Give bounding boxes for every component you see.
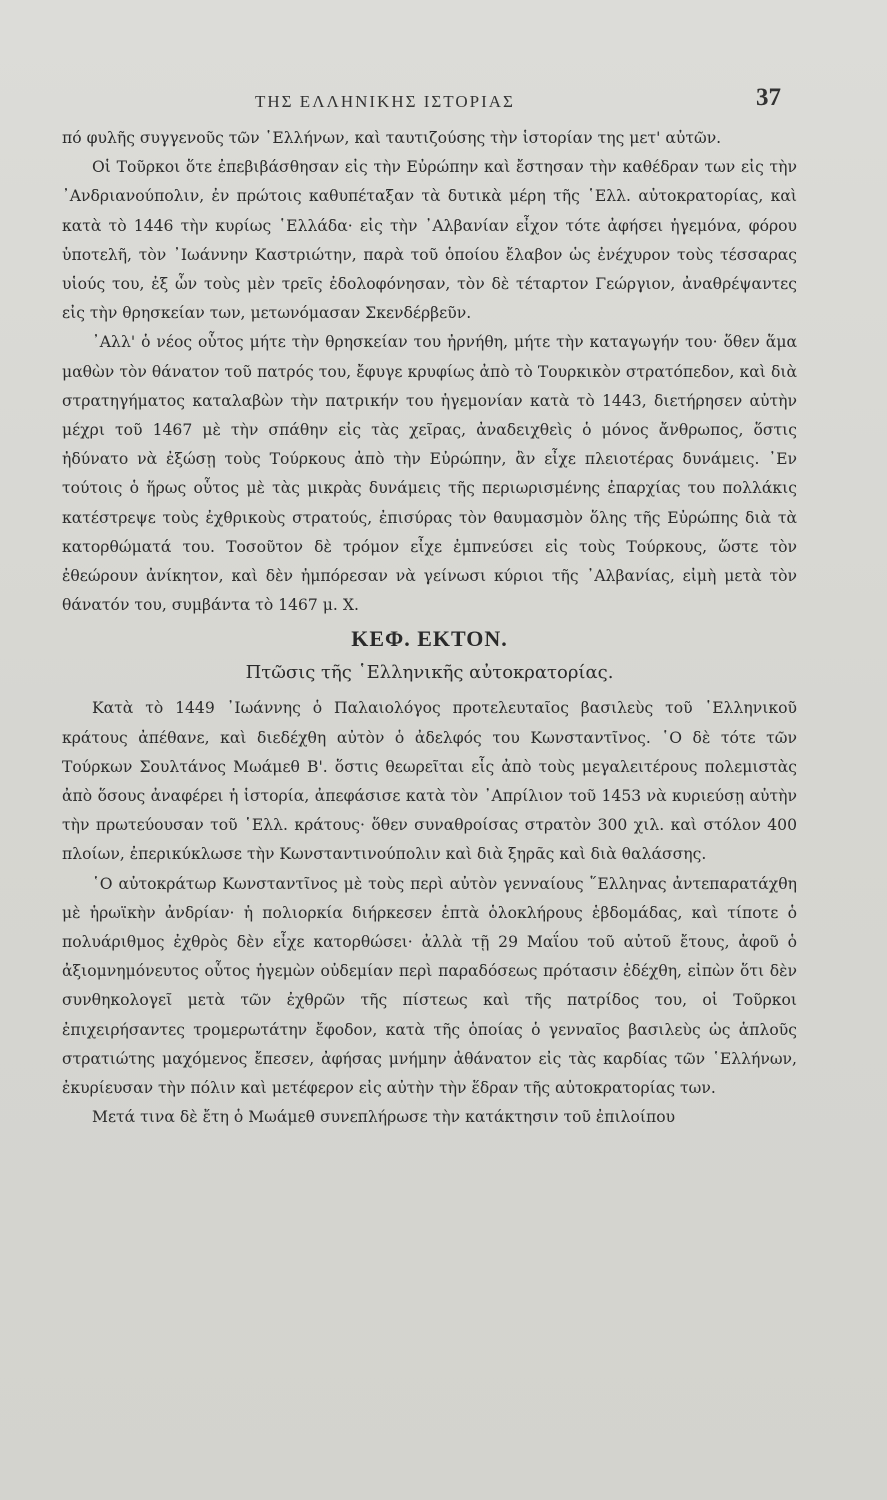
paragraph: ῾Ο αὐτοκράτωρ Κωνσταντῖνος μὲ τοὺς περὶ αὐτὸν γενναίους ῞Ελληνας ἀντεπαρατάχθη μὲ ἡρωϊκὴν ἀνδρίαν· ἡ πολιορκία διήρκεσεν ἑπτὰ ὁλοκλήρους ἑβδομάδας, καὶ τίποτε ὁ πολυάριθμος ἐχθρὸς δὲν εἶχε κατορθώσει· ἀλλὰ τῇ 29 Μαΐου τοῦ αὐτοῦ ἔτους, ἀφοῦ ὁ ἀξιομνημόνευτος οὗτος ἡγεμὼν οὐδεμίαν περὶ παραδόσεως πρότασιν ἐδέχθη, εἰπὼν ὅτι δὲν συνθηκολογεῖ μετὰ τῶν ἐχθρῶν τῆς πίστεως καὶ τῆς πατρίδος του, οἱ Τοῦρκοι ἐπιχειρήσαντες τρομερωτάτην ἔφοδον, κατὰ τῆς ὁποίας ὁ γενναῖος βασιλεὺς ὡς ἁπλοῦς στρατιώτης μαχόμενος ἔπεσεν, ἀφήσας μνήμην ἀθάνατον εἰς τὰς καρδίας τῶν ῾Ελλήνων, ἐκυρίευσαν τὴν πόλιν καὶ μετέφερον εἰς αὐτὴν τὴν ἕδραν τῆς αὐτοκρατορίας των.: [62, 874, 797, 1098]
paragraph: Μετά τινα δὲ ἔτη ὁ Μωάμεθ συνεπλήρωσε τὴν κατάκτησιν τοῦ ἐπιλοίπου: [92, 1108, 676, 1127]
paragraph: ᾿Αλλ' ὁ νέος οὗτος μήτε τὴν θρησκείαν του ἠρνήθη, μήτε τὴν καταγωγήν του· ὅθεν ἅμα μαθὼν τὸν θάνατον τοῦ πατρός του, ἔφυγε κρυφίως ἀπὸ τὸ Τουρκικὸν στρατόπεδον, καὶ διὰ στρατηγήματος καταλαβὼν τὴν πατρικήν του ἡγεμονίαν κατὰ τὸ 1443, διετήρησεν αὐτὴν μέχρι τοῦ 1467 μὲ τὴν σπάθην εἰς τὰς χεῖρας, ἀναδειχθεὶς ὁ μόνος ἄνθρωπος, ὅστις ἠδύνατο νὰ ἐξώσῃ τοὺς Τούρκους ἀπὸ τὴν Εὐρώπην, ἂν εἶχε πλειοτέρας δυνάμεις. ᾿Εν τούτοις ὁ ἥρως οὗτος μὲ τὰς μικρὰς δυνάμεις τῆς περιωρισμένης ἐπαρχίας του πολλάκις κατέστρεψε τοὺς ἐχθρικοὺς στρατούς, ἐπισύρας τὸν θαυμασμὸν ὅλης τῆς Εὐρώπης διὰ τὰ κατορθώματά του. Τοσοῦτον δὲ τρόμον εἶχε ἐμπνεύσει εἰς τοὺς Τούρκους, ὥστε τὸν ἐθεώρουν ἀνίκητον, καὶ δὲν ἠμπόρεσαν νὰ γείνωσι κύριοι τῆς ᾿Αλβανίας, εἰμὴ μετὰ τὸν θάνατόν του, συμβάντα τὸ 1467 μ. Χ.: [62, 333, 797, 615]
paragraph: Κατὰ τὸ 1449 ᾿Ιωάννης ὁ Παλαιολόγος προτελευταῖος βασιλεὺς τοῦ ῾Ελληνικοῦ κράτους ἀπέθανε, καὶ διεδέχθη αὐτὸν ὁ ἀδελφός του Κωνσταντῖνος. ῾Ο δὲ τότε τῶν Τούρκων Σουλτάνος Μωάμεθ Β'. ὅστις θεωρεῖται εἷς ἀπὸ τοὺς μεγαλειτέρους πολεμιστὰς ἀπὸ ὅσους ἀναφέρει ἡ ἱστορία, ἀπεφάσισε κατὰ τὸν ᾿Απρίλιον τοῦ 1453 νὰ κυριεύσῃ αὐτὴν τὴν πρωτεύουσαν τοῦ ῾Ελλ. κράτους· ὅθεν συναθροίσας στρατὸν 300 χιλ. καὶ στόλον 400 πλοίων, ἐπερικύκλωσε τὴν Κωνσταντινούπολιν καὶ διὰ ξηρᾶς καὶ διὰ θαλάσσης.: [62, 699, 797, 864]
chapter-subtitle: Πτῶσις τῆς ῾Ελληνικῆς αὐτοκρατορίας.: [245, 662, 614, 684]
running-title: ΤΗΣ ΕΛΛΗΝΙΚΗΣ ΙΣΤΟΡΙΑΣ: [255, 92, 515, 111]
paragraph: Οἱ Τοῦρκοι ὅτε ἐπεβιβάσθησαν εἰς τὴν Εὐρώπην καὶ ἔστησαν τὴν καθέδραν των εἰς τὴν ᾿Ανδριανούπολιν, ἐν πρώτοις καθυπέταξαν τὰ δυτικὰ μέρη τῆς ῾Ελλ. αὐτοκρατορίας, καὶ κατὰ τὸ 1446 τὴν κυρίως ῾Ελλάδα· εἰς τὴν ᾿Αλβανίαν εἶχον τότε ἀφήσει ἡγεμόνα, φόρου ὑποτελῆ, τὸν ᾿Ιωάννην Καστριώτην, παρὰ τοῦ ὁποίου ἔλαβον ὡς ἐνέχυρον τοὺς τέσσαρας υἱούς του, ἐξ ὧν τοὺς μὲν τρεῖς ἐδολοφόνησαν, τὸν δὲ τέταρτον Γεώργιον, ἀναθρέψαντες εἰς τὴν θρησκείαν των, μετωνόμασαν Σκενδέρβεῦν.: [62, 158, 797, 323]
paragraph-continuation: πό φυλῆς συγγενοῦς τῶν ῾Ελλήνων, καὶ ταυτιζούσης τὴν ἱστορίαν της μετ' αὐτῶν.: [62, 129, 722, 147]
chapter-title: ΚΕΦ. ΕΚΤΟΝ.: [351, 626, 508, 652]
page-header: [0, 84, 887, 124]
page-number: 37: [756, 84, 781, 111]
page-body: [62, 124, 797, 1133]
